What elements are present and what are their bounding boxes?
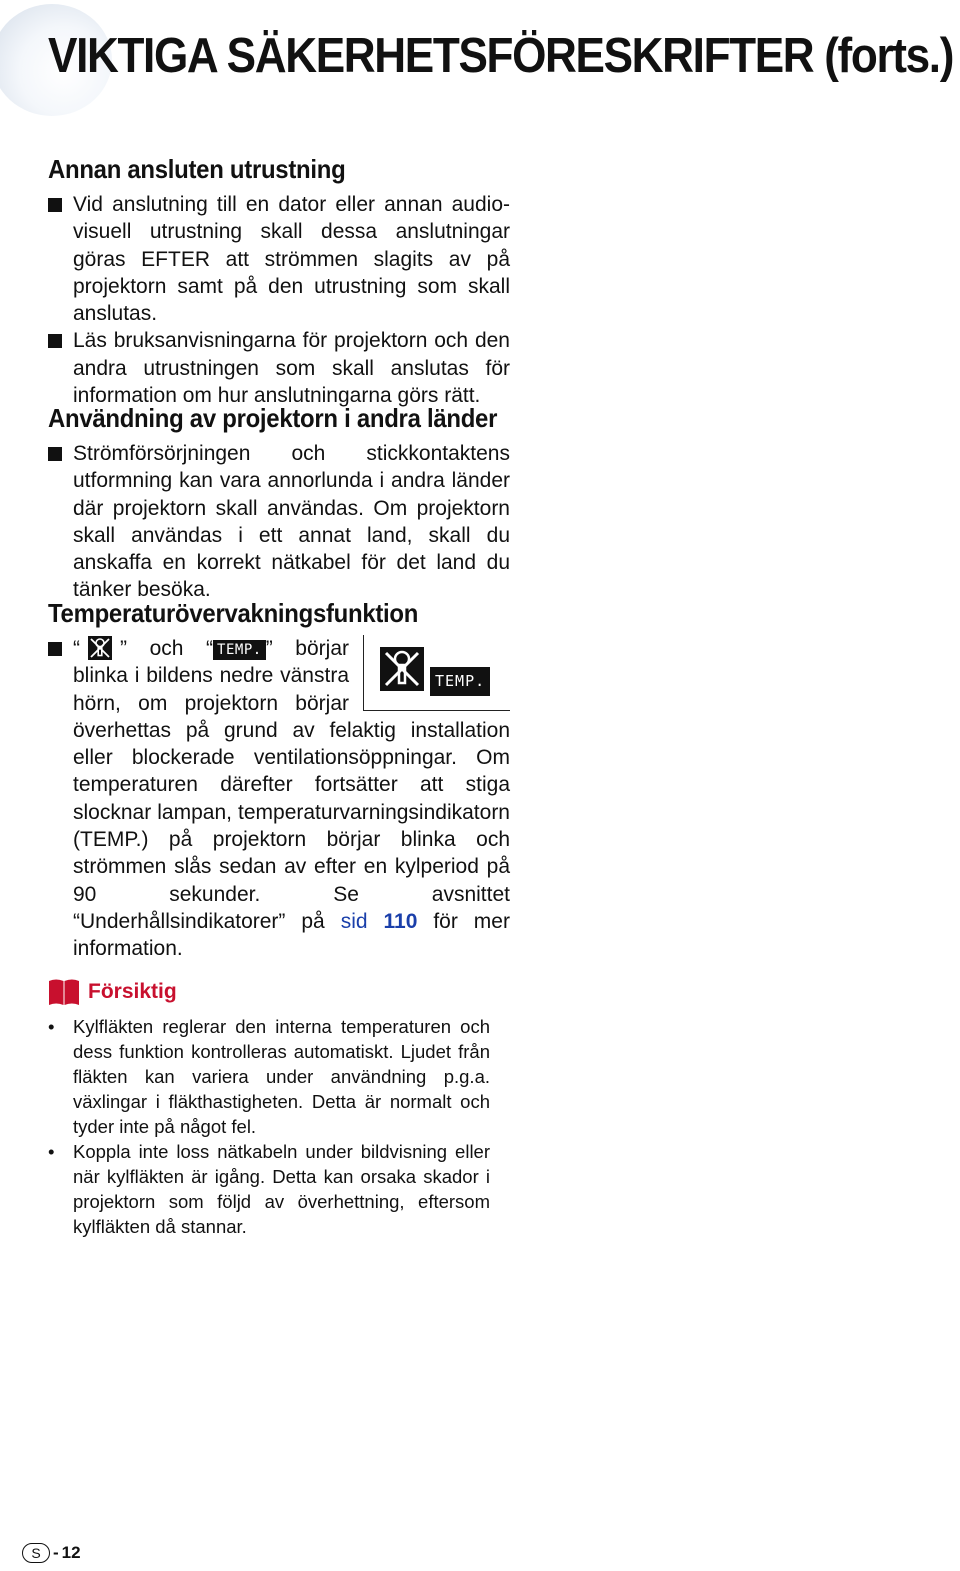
caution-item-text: Koppla inte loss nätkabeln under bildvisning eller när kylfläkten är igång. Detta kan orsaka skador i projektorn som följd av överhettning, eftersom kylfläkten då stannar. bbox=[73, 1141, 490, 1237]
bullet-dot-icon: • bbox=[48, 1016, 55, 1037]
caution-heading bbox=[48, 977, 177, 1007]
temperature-figure bbox=[363, 635, 510, 711]
list-item bbox=[48, 191, 510, 327]
caution-list bbox=[48, 1014, 490, 1239]
page-link[interactable] bbox=[341, 910, 418, 933]
section-temperature-monitor bbox=[48, 598, 510, 963]
item-text-end: för mer information. bbox=[73, 909, 510, 961]
list-item bbox=[48, 327, 510, 409]
thermometer-warning-icon bbox=[380, 647, 424, 691]
section-other-countries bbox=[48, 403, 510, 604]
footer-separator: - bbox=[53, 1543, 59, 1562]
list-item bbox=[48, 440, 510, 604]
page-link-sid: sid bbox=[340, 909, 368, 933]
item-text-body: ” börjar blinka i bildens nedre vänstra hörn, om projektorn börjar överhettas på grund av felaktig installation eller blockerade ventilationsöppningar. Om temperaturen därefter fortsätter att stiga slocknar lampan, temperaturvarningsindikatorn (TEMP.) på projektorn börjar blinka och strömmen slås sedan av efter en kylperiod på 90 sekunder. Se avsnittet “Underhållsindikatorer” på bbox=[73, 637, 510, 933]
page-title: VIKTIGA SÄKERHETSFÖRESKRIFTER (forts.) bbox=[48, 29, 954, 83]
item-text: Vid anslutning till en dator eller annan audio-visuell utrustning skall dessa anslutningar göras EFTER att strömmen slagits av på projektorn samt på den utrustning som skall anslutas. bbox=[73, 193, 510, 326]
item-text: Läs bruksanvisningarna för projektorn och den andra utrustningen som skall anslutas för information om hur anslutningarna görs rätt. bbox=[73, 329, 510, 408]
quote-open: “ bbox=[73, 637, 80, 660]
language-badge: S bbox=[22, 1543, 50, 1563]
caution-item bbox=[48, 1014, 490, 1139]
thermometer-warning-icon bbox=[88, 636, 112, 660]
item-text: Strömförsörjningen och stickkontaktens utformning kan vara annorlunda i andra länder där projektorn skall användas. Om projektorn skall användas i ett annat land, skall du anskaffa en korrekt nätkabel för det land du tänker besöka. bbox=[73, 442, 510, 602]
square-bullet-icon bbox=[48, 334, 62, 348]
caution-label: Försiktig bbox=[88, 980, 177, 1003]
book-icon bbox=[48, 977, 80, 1007]
square-bullet-icon bbox=[48, 447, 62, 461]
list-item bbox=[48, 635, 510, 963]
bullet-dot-icon: • bbox=[48, 1141, 55, 1162]
caution-item-text: Kylfläkten reglerar den interna temperaturen och dess funktion kontrolleras automatiskt. Ljudet från fläkten kan variera under användning p.g.a. växlingar i fläkthastigheten. Detta är normalt och tyder inte på något fel. bbox=[73, 1016, 490, 1137]
temp-indicator-label: TEMP. bbox=[430, 667, 490, 696]
page-footer bbox=[22, 1543, 81, 1563]
section-heading: Användning av projektorn i andra länder bbox=[48, 403, 498, 433]
square-bullet-icon bbox=[48, 198, 62, 212]
page-number: 12 bbox=[61, 1543, 81, 1562]
section-heading: Temperaturövervakningsfunktion bbox=[48, 598, 419, 628]
section-heading: Annan ansluten utrustning bbox=[48, 154, 346, 184]
square-bullet-icon bbox=[48, 642, 62, 656]
quote-mid: ” och “ bbox=[120, 637, 214, 660]
page-link-number: 110 bbox=[383, 909, 418, 933]
section-other-equipment bbox=[48, 154, 510, 409]
temp-inline-label: TEMP. bbox=[213, 640, 266, 660]
caution-item bbox=[48, 1139, 490, 1239]
